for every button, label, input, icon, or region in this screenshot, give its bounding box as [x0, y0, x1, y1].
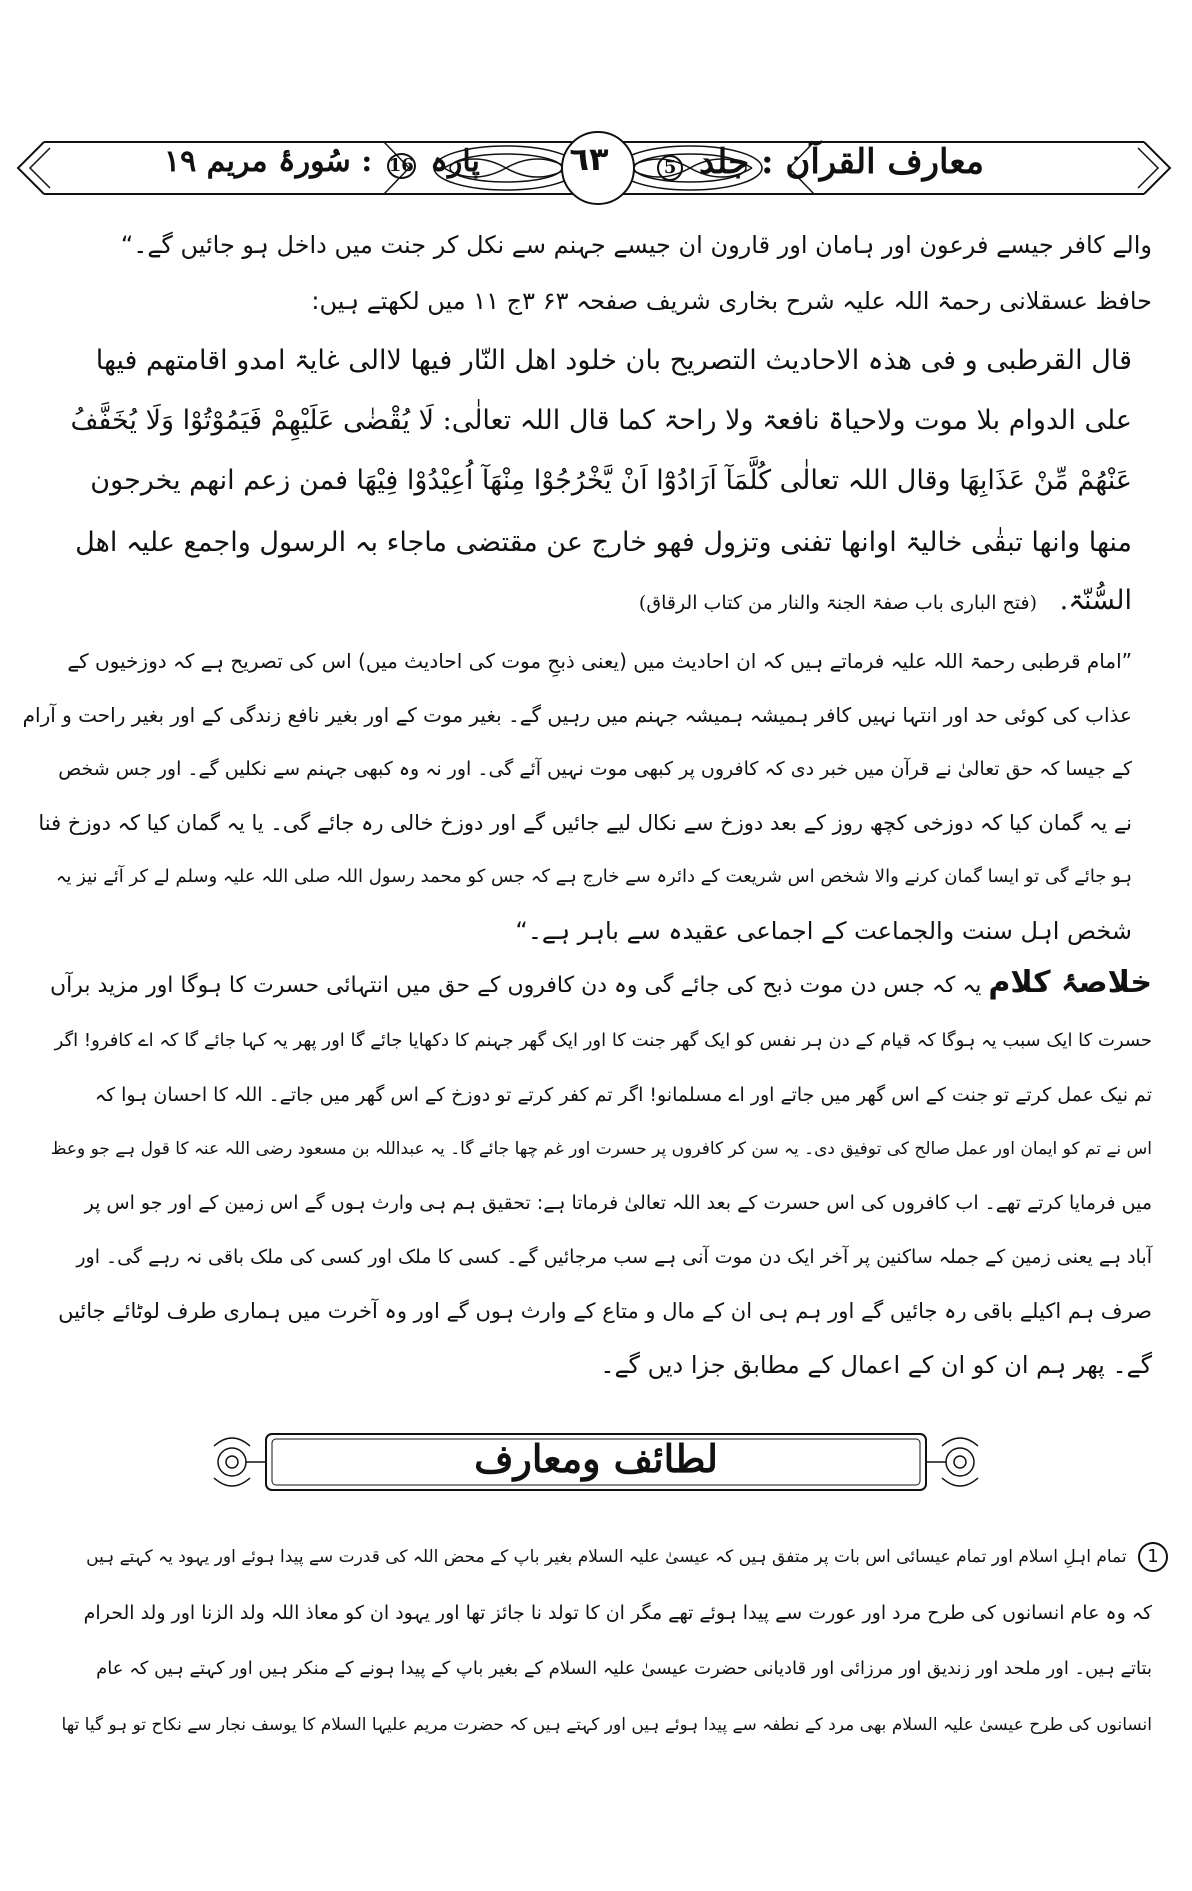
arabic-quote-line: [639, 584, 1132, 620]
text-line: شخص اہل سنت والجماعت کے اجماعی عقیدہ سے باہر ہے۔“: [515, 917, 1132, 945]
text-line: کے جیسا کہ حق تعالیٰ نے قرآن میں خبر دی کہ کافروں پر کبھی موت نہیں آئے گی۔ اور نہ وہ کبھی جہنم سے نکلیں گے۔ اور جس شخص: [58, 758, 1132, 780]
text-line: بتاتے ہیں۔ اور ملحد اور زندیق اور مرزائی اور قادیانی حضرت عیسیٰ علیہ السلام کے بغیر باپ کے پیدا ہونے کے منکر ہیں اور کہتے ہیں کہ عام: [96, 1658, 1152, 1679]
header-para-surah: [164, 144, 480, 179]
para-label: پارہ: [430, 144, 480, 179]
source-reference: (فتح الباری باب صفۃ الجنۃ والنار من کتاب الرقاق): [638, 592, 1038, 614]
text-line: صرف ہم اکیلے باقی رہ جائیں گے اور ہم ہی ان کے مال و متاع کے وارث ہوں گے اور وہ آخرت میں ہماری طرف لوٹائے جائیں: [58, 1299, 1152, 1323]
para-number-badge: 16: [387, 153, 416, 179]
text-line: گے۔ پھر ہم ان کو ان کے اعمال کے مطابق جزا دیں گے۔: [600, 1351, 1152, 1379]
text-line: تم نیک عمل کرتے تو جنت کے اس گھر میں جاتے اور اے مسلمانو! اگر تم کفر کرتے تو دوزخ کے اس گھر میں جاتے۔ اللہ کا احسان ہوا کہ: [94, 1084, 1152, 1106]
arabic-quote-line: علی الدوام بلا موت ولاحیاۃ نافعۃ ولا راحۃ کما قال اللہ تعالٰی: لَا یُقْضٰی عَلَیْھِمْ فَیَمُوْتُوْا وَلَا یُخَفَّفُ: [70, 405, 1132, 436]
arabic-quote-line: منھا وانھا تبقٰی خالیۃ اوانھا تفنی وتزول فھو خارج عن مقتضی ماجاء بہ الرسول واجمع علیہ اھل: [75, 527, 1132, 558]
section-title: لطائف ومعارف: [474, 1436, 718, 1481]
text-line: کہ وہ عام انسانوں کی طرح مرد اور عورت سے پیدا ہوئے تھے مگر ان کا تولد نا جائز تھا اور یہود ان کو معاذ اللہ ولد الزنا اور ولد الحرام: [83, 1602, 1152, 1624]
text-line: ہو جائے گی تو ایسا گمان کرنے والا شخص اس شریعت کے دائرہ سے خارج ہے کہ جس کو محمد رسول اللہ صلی اللہ علیہ وسلم لے کر آئے نیز یہ: [55, 866, 1132, 887]
section-banner: [196, 1430, 996, 1494]
text-line: حسرت کا ایک سبب یہ ہوگا کہ قیام کے دن ہر نفس کو ایک گھر جنت کا اور ایک گھر جہنم کا دکھایا جائے گا اور پھر یہ کہا جائے گا کہ اے کافرو! اگر: [54, 1030, 1152, 1051]
header-book-title: [653, 142, 984, 182]
surah-label: : سُورۂ مریم ۱۹: [164, 144, 373, 179]
text-line: ”امام قرطبی رحمۃ اللہ علیہ فرماتے ہیں کہ ان احادیث میں (یعنی ذبحِ موت کی احادیث میں) اس کی تصریح ہے کہ دوزخیوں کے: [67, 649, 1132, 673]
summary-heading: خلاصۂ کلام: [988, 965, 1152, 1000]
text-line: اس نے تم کو ایمان اور عمل صالح کی توفیق دی۔ یہ سن کر کافروں پر حسرت اور غم چھا جائے گا۔ یہ عبداللہ بن مسعود رضی اللہ عنہ کا قول ہے جو وعظ: [50, 1139, 1152, 1159]
point-number-badge: 1: [1138, 1542, 1168, 1572]
numbered-text: تمام اہلِ اسلام اور تمام عیسائی اس بات پر متفق ہیں کہ عیسیٰ علیہ السلام بغیر باپ کے محض اللہ کی قدرت سے پیدا ہوئے اور یہود یہ کہتے ہیں: [86, 1547, 1127, 1567]
text-line: انسانوں کی طرح عیسیٰ علیہ السلام بھی مرد کے نطفہ سے پیدا ہوئے ہیں اور کہتے ہیں کہ حضرت مریم علیہا السلام کا یوسف نجار سے نکاح تو ہو گیا تھا: [61, 1715, 1152, 1735]
summary-text: یہ کہ جس دن موت ذبح کی جائے گی وہ دن کافروں کے حق میں انتہائی حسرت کا ہوگا اور مزید برآں: [49, 973, 982, 998]
volume-number-badge: 5: [657, 155, 683, 181]
numbered-line: [86, 1540, 1168, 1574]
header-title-text: معارف القرآن : جلد: [699, 142, 984, 182]
text-line: میں فرمایا کرتے تھے۔ اب کافروں کی اس حسرت کے بعد اللہ تعالیٰ فرماتا ہے: تحقیق ہم ہی وارث ہوں گے اس زمین کے اور جو اس پر: [84, 1192, 1152, 1214]
text-line: حافظ عسقلانی رحمۃ اللہ علیہ شرح بخاری شریف صفحہ ۶۳ ۳ج ۱۱ میں لکھتے ہیں:: [311, 287, 1152, 315]
arabic-quote-end: السُّنّۃ.: [1059, 585, 1132, 616]
text-line: آباد ہے یعنی زمین کے جملہ ساکنین پر آخر ایک دن موت آنی ہے سب مرجائیں گے۔ کسی کا ملک اور کسی کی ملک باقی نہ رہے گی۔ اور: [76, 1246, 1152, 1268]
arabic-quote-line: قال القرطبی و فی ھذہ الاحادیث التصریح بان خلود اھل النّار فیھا لاالی غایۃ امدو اقامتھم فیھا: [95, 345, 1132, 376]
page-number: ٦٣: [569, 140, 609, 178]
page-header: [14, 128, 1174, 208]
text-line: والے کافر جیسے فرعون اور ہامان اور قارون ان جیسے جہنم سے نکل کر جنت میں داخل ہو جائیں گے۔“: [120, 231, 1152, 259]
text-line: نے یہ گمان کیا کہ دوزخی کچھ روز کے بعد دوزخ سے نکال لیے جائیں گے اور دوزخ خالی رہ جائے گی۔ یا یہ گمان کیا کہ دوزخ فنا: [38, 811, 1132, 835]
text-line: عذاب کی کوئی حد اور انتہا نہیں کافر ہمیشہ ہمیشہ جہنم میں رہیں گے۔ بغیر موت کے اور بغیر نافع زندگی کے اور بغیر راحت و آرام: [22, 703, 1132, 727]
arabic-quote-line: عَنْھُمْ مِّنْ عَذَابِھَا وقال اللہ تعالٰی کُلَّمَآ اَرَادُوْٓا اَنْ یَّخْرُجُوْا مِنْھَآ اُعِیْدُوْا فِیْھَا فمن زعم انھم یخرجون: [90, 465, 1132, 496]
summary-line: [50, 966, 1152, 1003]
